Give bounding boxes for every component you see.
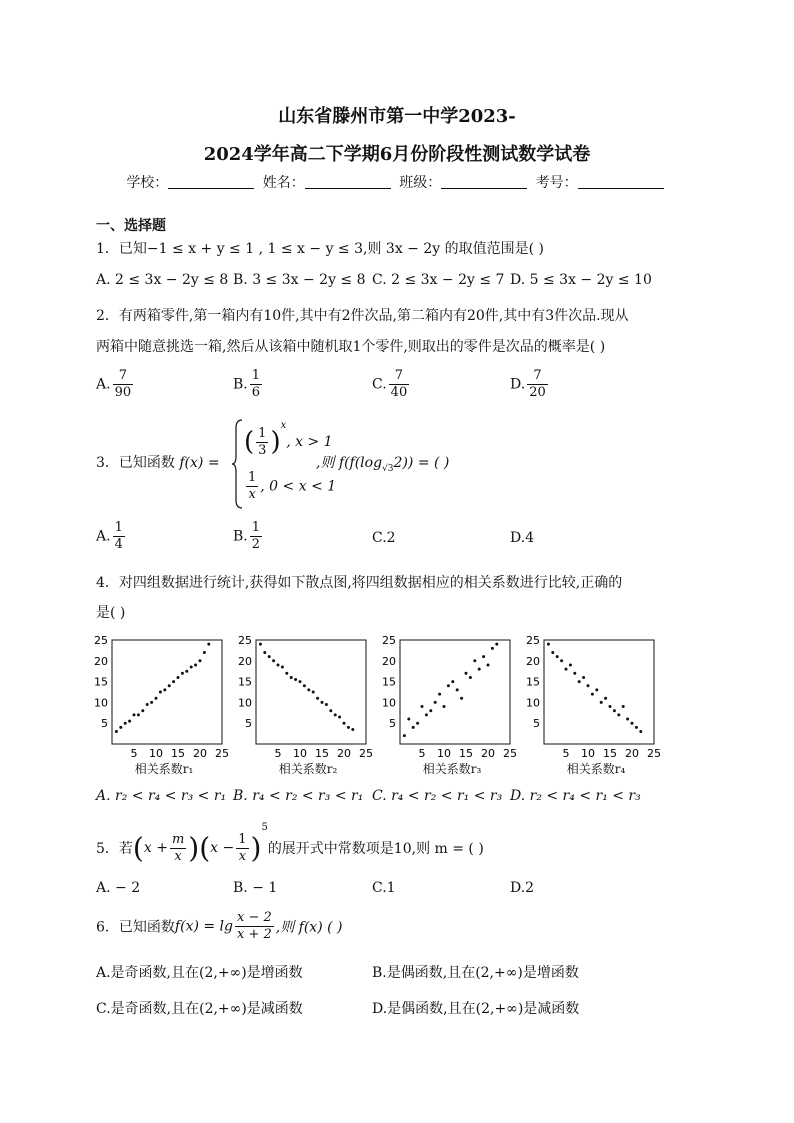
x-tick-label: 5 [274,747,282,760]
y-tick-label: 15 [238,675,252,689]
scatter-point [294,678,297,681]
scatter-point [343,722,346,725]
scatter-point [617,713,620,716]
scatter-point [631,722,634,725]
x-tick-label: 15 [459,747,473,760]
question-2-line-1: 2．有两箱零件,第一箱内有10件,其中有2件次品,第二箱内有20件,其中有3件次品.现从 [96,308,629,324]
scatter-plot-3-container [380,634,520,762]
scatter-point [303,684,306,687]
q5-option-d: D.2 [510,880,535,896]
caption-r4: 相关系数r₄ [566,762,626,776]
q5-option-b: B. − 1 [233,880,278,896]
q1-option-a: A. 2 ≤ 3x − 2y ≤ 8 [96,272,229,288]
scatter-point [421,705,424,708]
scatter-point [285,672,288,675]
scatter-point [325,703,328,706]
scatter-point [460,697,463,700]
y-tick-label: 20 [526,654,540,668]
q3-brace [232,418,244,510]
x-tick-label: 10 [437,747,451,760]
question-4-line-2: 是( ) [96,605,126,621]
q2-option-b: B. $\frac{1}{6}$ [233,368,261,400]
y-tick-label: 5 [245,717,252,731]
scatter-point [622,705,625,708]
q2-option-a: A. $\frac{7}{90}$ [96,368,132,400]
q2-option-c: C. $\frac{7}{40}$ [372,368,408,400]
q1-option-c: C. 2 ≤ 3x − 2y ≤ 7 [372,272,505,288]
scatter-point [565,668,568,671]
q3-suffix: ,则 $f(f(\log_{√3}2))$ = ( ) [316,455,450,474]
x-tick-label: 20 [481,747,495,760]
scatter-point [635,726,638,729]
question-1-options [96,272,706,302]
x-tick-label: 25 [503,747,517,760]
scatter-point [207,643,210,646]
exam-number-label: 考号： [535,175,578,191]
scatter-point [203,651,206,654]
question-5-options [96,880,706,910]
scatter-plot-1-container [92,634,232,762]
y-tick-label: 20 [238,654,252,668]
scatter-point [338,715,341,718]
y-tick-label: 20 [94,654,108,668]
scatter-point [403,734,406,737]
q3-prefix: 3．已知函数 f(x) = [96,455,220,471]
y-tick-label: 5 [533,717,540,731]
class-label: 班级： [399,175,442,191]
scatter-point [473,659,476,662]
y-tick-label: 15 [526,675,540,689]
scatter-point [573,672,576,675]
scatter-point [299,680,302,683]
x-tick-label: 25 [359,747,373,760]
scatter-point [272,659,275,662]
plot-frame [544,640,654,744]
q4-option-c: C. r₄ < r₂ < r₁ < r₃ [372,788,503,804]
x-tick-label: 10 [581,747,595,760]
scatter-point [190,666,193,669]
scatter-point [268,655,271,658]
plot-frame [400,640,510,744]
scatter-point [434,701,437,704]
scatter-point [194,663,197,666]
x-tick-label: 25 [647,747,661,760]
scatter-point [416,722,419,725]
x-tick-label: 20 [337,747,351,760]
scatter-point [556,655,559,658]
scatter-point [329,709,332,712]
scatter-plot-2 [236,634,376,758]
scatter-point [277,663,280,666]
scatter-plot-3 [380,634,520,758]
scatter-point [604,697,607,700]
title-line-1: 山东省滕州市第一中学2023- [278,106,516,127]
scatter-point [613,709,616,712]
q3-option-a: A. $\frac{1}{4}$ [96,520,123,552]
scatter-point [491,647,494,650]
name-blank [305,174,391,189]
scatter-point [591,693,594,696]
school-label: 学校： [126,175,169,191]
y-tick-label: 25 [382,634,396,647]
x-tick-label: 20 [625,747,639,760]
x-tick-label: 25 [215,747,229,760]
scatter-point [495,643,498,646]
title-line-2: 2024学年高二下学期6月份阶段性测试数学试卷 [203,144,591,165]
scatter-point [155,697,158,700]
scatter-point [133,713,136,716]
question-5: 5．若(x + $\frac{m}{x}$ )(x − $\frac{1}{x}$ )$^5$的展开式中常数项是10,则 m = ( ) [96,822,484,865]
x-tick-label: 20 [193,747,207,760]
y-tick-label: 15 [382,675,396,689]
scatter-point [172,680,175,683]
q3-option-c: C.2 [372,530,396,546]
x-tick-label: 5 [418,747,426,760]
student-info-row [0,172,794,192]
x-tick-label: 10 [293,747,307,760]
scatter-point [115,730,118,733]
scatter-point [469,676,472,679]
scatter-point [425,713,428,716]
x-tick-label: 5 [562,747,570,760]
question-6: 6．已知函数f(x) = lg $\frac{x - 2}{x + 2}$ ,则 f(x) ( ) [96,910,343,942]
scatter-point [185,670,188,673]
exam-number-blank [578,174,664,189]
question-2-options [96,368,706,408]
scatter-plot-4 [524,634,664,758]
scatter-point [168,684,171,687]
scatter-plot-1 [92,634,232,758]
q4-option-a: A. r₂ < r₄ < r₃ < r₁ [96,788,227,804]
school-blank [168,174,254,189]
scatter-point [263,651,266,654]
x-tick-label: 10 [149,747,163,760]
scatter-plot-4-container [524,634,664,762]
q3-case-2: $\frac{1}{x}$ , 0 < x < 1 [248,470,337,502]
q1-option-b: B. 3 ≤ 3x − 2y ≤ 8 [233,272,366,288]
question-4-line-1: 4．对四组数据进行统计,获得如下散点图,将四组数据相应的相关系数进行比较,正确的 [96,575,623,591]
scatter-point [119,726,122,729]
y-tick-label: 25 [526,634,540,647]
scatter-point [412,726,415,729]
y-tick-label: 10 [238,696,252,710]
y-tick-label: 15 [94,675,108,689]
question-2-line-2: 两箱中随意挑选一箱,然后从该箱中随机取1个零件,则取出的零件是次品的概率是( ) [96,339,606,355]
scatter-point [351,728,354,731]
x-tick-label: 15 [315,747,329,760]
y-tick-label: 10 [382,696,396,710]
scatter-point [609,705,612,708]
scatter-point [137,713,140,716]
class-blank [441,174,527,189]
scatter-point [177,676,180,679]
caption-r2: 相关系数r₂ [278,762,338,776]
q4-option-d: D. r₂ < r₄ < r₁ < r₃ [510,788,641,804]
scatter-point [429,709,432,712]
scatter-point [316,697,319,700]
x-tick-label: 15 [603,747,617,760]
question-4-options [96,788,706,818]
scatter-point [141,709,144,712]
scatter-point [407,718,410,721]
x-tick-label: 5 [130,747,138,760]
scatter-point [560,659,563,662]
q3-option-d: D.4 [510,530,535,546]
scatter-point [587,684,590,687]
name-label: 姓名： [262,175,305,191]
scatter-point [181,672,184,675]
scatter-point [259,643,262,646]
q5-option-c: C.1 [372,880,396,896]
caption-r1: 相关系数r₁ [134,762,194,776]
scatter-plot-2-container [236,634,376,762]
scatter-point [128,720,131,723]
scatter-point [639,730,642,733]
section-title: 一、选择题 [96,218,166,234]
y-tick-label: 10 [526,696,540,710]
y-tick-label: 10 [94,696,108,710]
scatter-point [551,651,554,654]
scatter-point [465,672,468,675]
scatter-point [478,668,481,671]
scatter-point [447,684,450,687]
scatter-point [578,680,581,683]
scatter-point [451,680,454,683]
q6-option-c: C.是奇函数,且在(2,+∞)是减函数 [96,1001,303,1017]
scatter-point [547,643,550,646]
q6-option-a: A.是奇函数,且在(2,+∞)是增函数 [96,965,303,981]
scatter-point [569,663,572,666]
plot-frame [112,640,222,744]
q3-case-1: ( $\frac{1}{3}$ )$^x$, x > 1 [244,420,333,458]
scatter-point [321,701,324,704]
scatter-point [146,703,149,706]
q5-option-a: A. − 2 [96,880,141,896]
y-tick-label: 25 [94,634,108,647]
scatter-point [443,705,446,708]
caption-r3: 相关系数r₃ [422,762,482,776]
scatter-point [595,688,598,691]
scatter-point [159,691,162,694]
scatter-point [124,722,127,725]
q3-option-b: B. $\frac{1}{2}$ [233,520,261,552]
x-tick-label: 15 [171,747,185,760]
y-tick-label: 25 [238,634,252,647]
scatter-point [600,701,603,704]
scatter-point [438,693,441,696]
scatter-point [456,688,459,691]
scatter-point [347,726,350,729]
scatter-point [312,691,315,694]
scatter-point [582,676,585,679]
scatter-point [307,688,310,691]
plot-frame [256,640,366,744]
scatter-point [626,718,629,721]
scatter-point [199,659,202,662]
question-6-options-row-2 [96,998,706,1028]
scatter-point [281,666,284,669]
q4-option-b: B. r₄ < r₂ < r₃ < r₁ [233,788,364,804]
scatter-point [487,663,490,666]
q2-option-d: D. $\frac{7}{20}$ [510,368,546,400]
question-6-options-row-1 [96,962,706,992]
q1-option-d: D. 5 ≤ 3x − 2y ≤ 10 [510,272,652,288]
question-3-options [96,520,706,562]
scatter-point [482,655,485,658]
y-tick-label: 5 [101,717,108,731]
scatter-point [334,713,337,716]
y-tick-label: 5 [389,717,396,731]
q6-option-b: B.是偶函数,且在(2,+∞)是增函数 [372,965,579,981]
y-tick-label: 20 [382,654,396,668]
question-1-text: 1．已知−1 ≤ x + y ≤ 1 , 1 ≤ x − y ≤ 3,则 3x − 2y 的取值范围是( ) [96,241,544,257]
scatter-point [150,701,153,704]
scatter-point [290,676,293,679]
q6-option-d: D.是偶函数,且在(2,+∞)是减函数 [372,1001,580,1017]
scatter-point [163,688,166,691]
